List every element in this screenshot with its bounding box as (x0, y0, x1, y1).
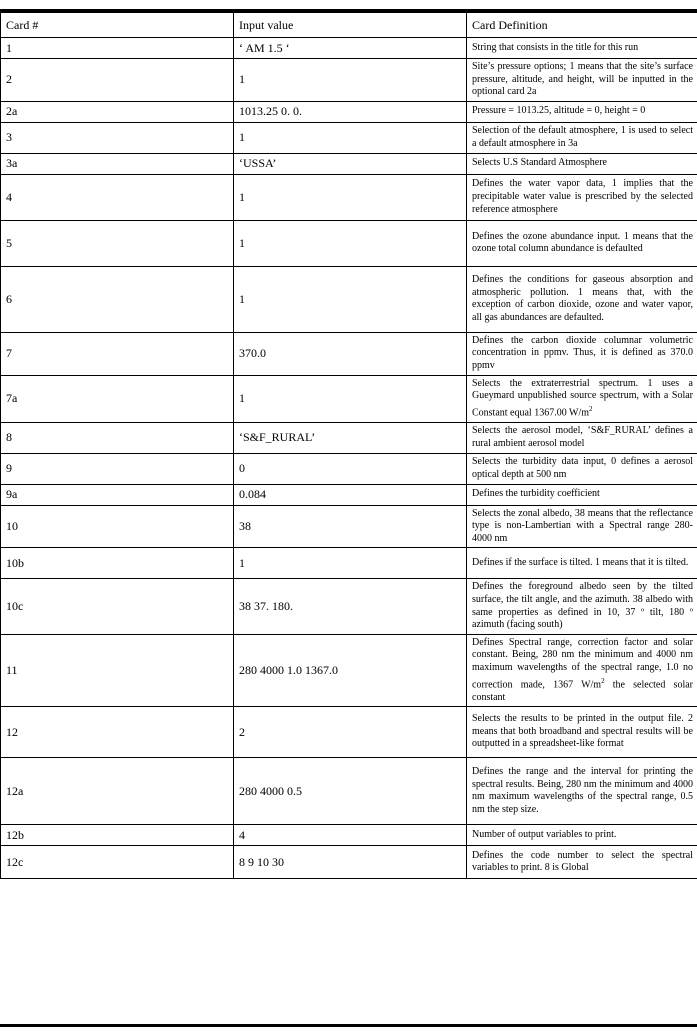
input-value-cell: ‘ AM 1.5 ‘ (234, 38, 467, 59)
table-row (1, 548, 697, 579)
definition-text: Selects the zonal albedo, 38 means that the reflectance type is non-Lambertian with a Spectral range 280-4000 nm (472, 507, 693, 544)
table-row (1, 266, 697, 332)
card-number-cell: 12c (1, 846, 234, 879)
table-row (1, 220, 697, 266)
card-definition-cell (467, 484, 697, 505)
card-number-cell: 9 (1, 453, 234, 484)
table-row (1, 846, 697, 879)
card-number-cell: 10b (1, 548, 234, 579)
card-number-cell: 7 (1, 332, 234, 375)
input-value-cell: 280 4000 1.0 1367.0 (234, 634, 467, 706)
card-definition-cell (467, 707, 697, 758)
input-value-cell: 0 (234, 453, 467, 484)
input-value-cell: 0.084 (234, 484, 467, 505)
bottom-rule (0, 1024, 697, 1027)
input-value-cell: 1 (234, 59, 467, 102)
card-number-cell: 5 (1, 220, 234, 266)
definition-text: Selects U.S Standard Atmosphere (472, 157, 607, 169)
input-value-cell: 1013.25 0. 0. (234, 101, 467, 122)
input-value-cell: 280 4000 0.5 (234, 758, 467, 825)
table-body (1, 38, 697, 879)
definition-text: Defines Spectral range, correction factor and solar constant. Being, 280 nm the minimum and 4000 nm maximum wavelengths of the spectral range, 1.0 no correction made, 1367 W/m (472, 636, 693, 690)
card-definition-cell (467, 825, 697, 846)
card-number-cell: 8 (1, 422, 234, 453)
card-number-cell: 1 (1, 38, 234, 59)
input-value-cell: 8 9 10 30 (234, 846, 467, 879)
table-row (1, 422, 697, 453)
card-number-cell: 4 (1, 174, 234, 220)
definition-text: Defines if the surface is tilted. 1 means that it is tilted. (472, 557, 689, 569)
card-number-cell: 2a (1, 101, 234, 122)
card-number-cell: 10 (1, 505, 234, 548)
table-row (1, 122, 697, 153)
card-definition-cell (467, 579, 697, 634)
table-row (1, 101, 697, 122)
card-definition-cell (467, 422, 697, 453)
definition-text: Selection of the default atmosphere, 1 is used to select a default atmosphere in 3a (472, 125, 693, 149)
input-value-cell: 38 37. 180. (234, 579, 467, 634)
input-value-cell: ‘S&F_RURAL’ (234, 422, 467, 453)
input-value-cell: 2 (234, 707, 467, 758)
card-definition-cell (467, 634, 697, 706)
card-number-cell: 3a (1, 153, 234, 174)
card-definition-cell (467, 266, 697, 332)
definition-text: Site’s pressure options; 1 means that the site’s surface pressure, altitude, and height, will be inputted in the optional card 2a (472, 61, 693, 98)
table-row (1, 634, 697, 706)
input-value-cell: 1 (234, 220, 467, 266)
card-definition-cell (467, 332, 697, 375)
card-definition-cell (467, 505, 697, 548)
table-row (1, 707, 697, 758)
card-number-cell: 10c (1, 579, 234, 634)
card-definition-cell (467, 38, 697, 59)
header-input-value: Input value (234, 13, 467, 38)
definition-text: Selects the extraterrestrial spectrum. 1 uses a Gueymard unpublished source spectrum, with a Solar Constant equal 1367.00 W/m (472, 377, 693, 419)
card-number-cell: 12 (1, 707, 234, 758)
card-definition-cell (467, 220, 697, 266)
table-row (1, 38, 697, 59)
card-definition-cell (467, 101, 697, 122)
card-number-cell: 9a (1, 484, 234, 505)
definition-superscript: 2 (601, 676, 605, 685)
card-number-cell: 3 (1, 122, 234, 153)
definition-text: Defines the code number to select the spectral variables to print. 8 is Global (472, 849, 693, 874)
header-row (1, 13, 697, 38)
input-value-cell: ‘USSA’ (234, 153, 467, 174)
table-row (1, 505, 697, 548)
definition-text: Defines the turbidity coefficient (472, 488, 600, 500)
header-card-definition: Card Definition (467, 13, 697, 38)
definition-text: Defines the ozone abundance input. 1 means that the ozone total column abundance is defaulted (472, 230, 693, 255)
card-number-cell: 12a (1, 758, 234, 825)
table-row (1, 174, 697, 220)
card-definition-cell (467, 375, 697, 422)
table-row (1, 453, 697, 484)
card-number-cell: 11 (1, 634, 234, 706)
definition-text: Defines the foreground albedo seen by the tilted surface, the tilt angle, and the azimuth. 38 albedo with same properties as defined in 10, 37 º tilt, 180 º azimuth (facing south) (472, 581, 693, 631)
table-row (1, 153, 697, 174)
definition-text: Selects the results to be printed in the output file. 2 means that both broadband and spectral results will be outputted in a spreadsheet-like format (472, 713, 693, 750)
card-definition-cell (467, 174, 697, 220)
definition-text: Defines the conditions for gaseous absorption and atmospheric pollution. 1 means that, with the exception of carbon dioxide, ozone and water vapor, all gas abundances are defaulted. (472, 274, 693, 323)
input-value-cell: 1 (234, 375, 467, 422)
card-definition-cell (467, 153, 697, 174)
card-number-cell: 7a (1, 375, 234, 422)
definition-text: Selects the turbidity data input, 0 defines a aerosol optical depth at 500 nm (472, 456, 693, 480)
input-value-cell: 1 (234, 174, 467, 220)
card-number-cell: 12b (1, 825, 234, 846)
input-value-cell: 1 (234, 266, 467, 332)
definition-text: String that consists in the title for this run (472, 41, 639, 53)
definition-text: Defines the water vapor data, 1 implies that the precipitable water value is prescribed by the selected reference atmosphere (472, 178, 693, 215)
table-row (1, 484, 697, 505)
input-value-cell: 4 (234, 825, 467, 846)
table-row (1, 579, 697, 634)
definition-text: Selects the aerosol model, ‘S&F_RURAL’ defines a rural ambient aerosol model (472, 425, 693, 449)
table-row (1, 59, 697, 102)
input-value-cell: 38 (234, 505, 467, 548)
table-row (1, 375, 697, 422)
definition-text: Defines the range and the interval for printing the spectral results. Being, 280 nm the minimum and 4000 nm maximum wavelengths of the spectral range, 0.5 nm the step size. (472, 765, 693, 815)
definition-text-tail: the selected solar constant (472, 678, 693, 703)
input-value-cell: 370.0 (234, 332, 467, 375)
card-table (0, 12, 697, 879)
card-definition-cell (467, 758, 697, 825)
definition-text: Number of output variables to print. (472, 828, 617, 840)
header-card-number: Card # (1, 13, 234, 38)
card-definition-cell (467, 846, 697, 879)
card-definition-cell (467, 122, 697, 153)
definition-superscript: 2 (589, 404, 593, 413)
table-row (1, 825, 697, 846)
input-value-cell: 1 (234, 122, 467, 153)
card-number-cell: 2 (1, 59, 234, 102)
card-definition-cell (467, 59, 697, 102)
table-row (1, 332, 697, 375)
card-definition-cell (467, 548, 697, 579)
card-definition-cell (467, 453, 697, 484)
card-number-cell: 6 (1, 266, 234, 332)
definition-text: Pressure = 1013.25, altitude = 0, height = 0 (472, 105, 646, 117)
table-row (1, 758, 697, 825)
input-value-cell: 1 (234, 548, 467, 579)
definition-text: Defines the carbon dioxide columnar volumetric concentration in ppmv. Thus, it is defined as 370.0 ppmv (472, 334, 693, 371)
